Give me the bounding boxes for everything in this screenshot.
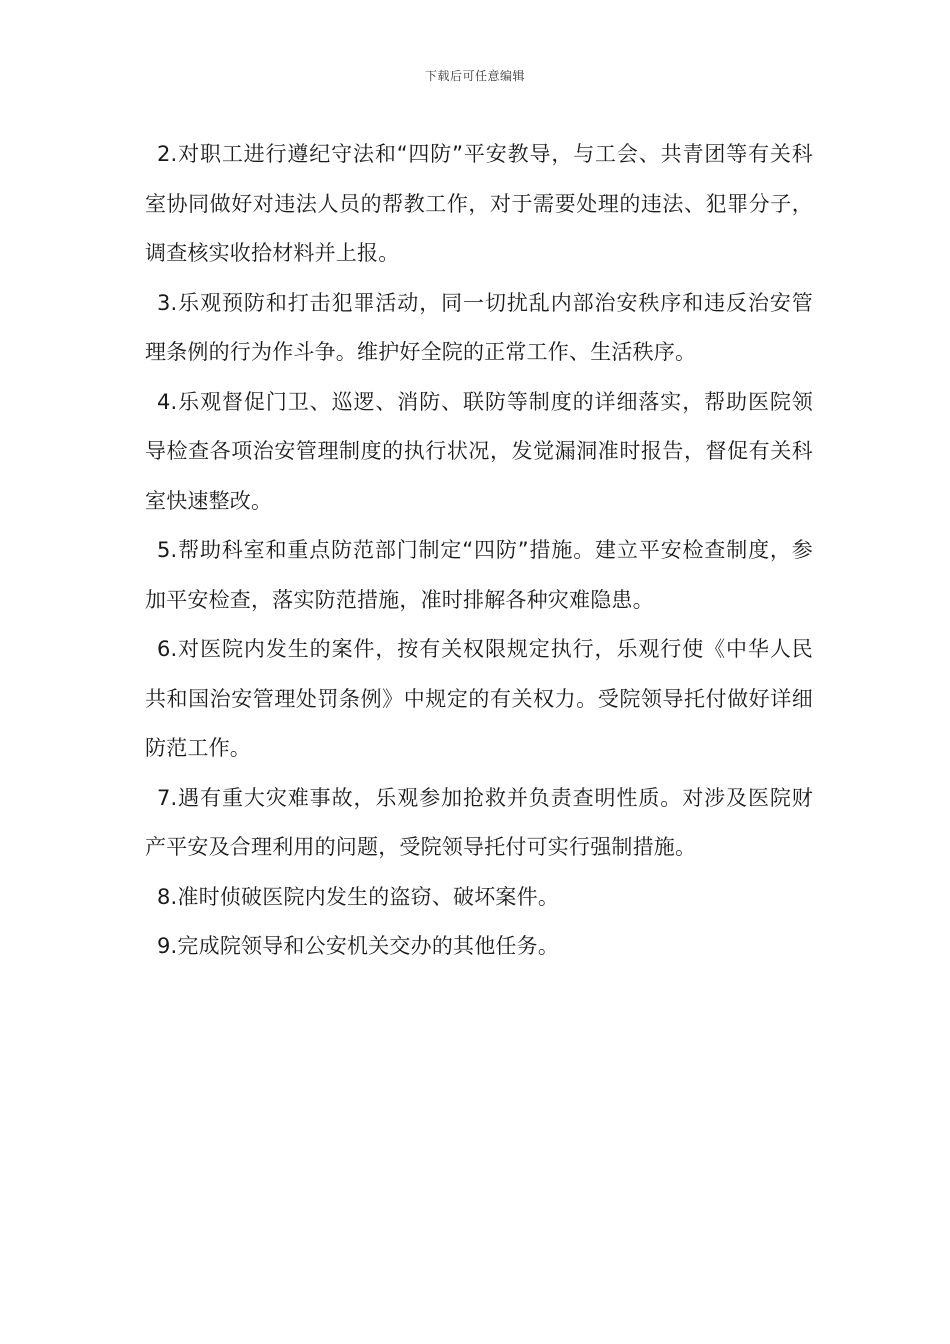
paragraph-item-8: 8.准时侦破医院内发生的盗窃、破坏案件。: [157, 884, 560, 909]
paragraph-item-6: 6.对医院内发生的案件，按有关权限规定执行，乐观行使《中华人民共和国治安管理处罚条例》中规定的有关权力。受院领导托付做好详细防范工作。: [145, 637, 813, 760]
page-header: 下载后可任意编辑: [424, 69, 525, 83]
document-body: [145, 130, 813, 972]
paragraph-item-7: 7.遇有重大灾难事故，乐观参加抢救并负责查明性质。对涉及医院财产平安及合理利用的问题，受院领导托付可实行强制措施。: [145, 785, 813, 859]
paragraph-item-4: 4.乐观督促门卫、巡逻、消防、联防等制度的详细落实，帮助医院领导检查各项治安管理制度的执行状况，发觉漏洞准时报告，督促有关科室快速整改。: [145, 389, 813, 513]
paragraph-item-9: 9.完成院领导和公安机关交办的其他任务。: [157, 934, 560, 958]
paragraph-item-2: 2.对职工进行遵纪守法和“四防”平安教导，与工会、共青团等有关科室协同做好对违法人员的帮教工作，对于需要处理的违法、犯罪分子，调查核实收拾材料并上报。: [145, 142, 813, 265]
paragraph-item-5: 5.帮助科室和重点防范部门制定“四防”措施。建立平安检查制度，参加平安检查，落实防范措施，准时排解各种灾难隐患。: [145, 538, 813, 612]
paragraph-item-3: 3.乐观预防和打击犯罪活动，同一切扰乱内部治安秩序和违反治安管理条例的行为作斗争。维护好全院的正常工作、生活秩序。: [145, 290, 813, 364]
